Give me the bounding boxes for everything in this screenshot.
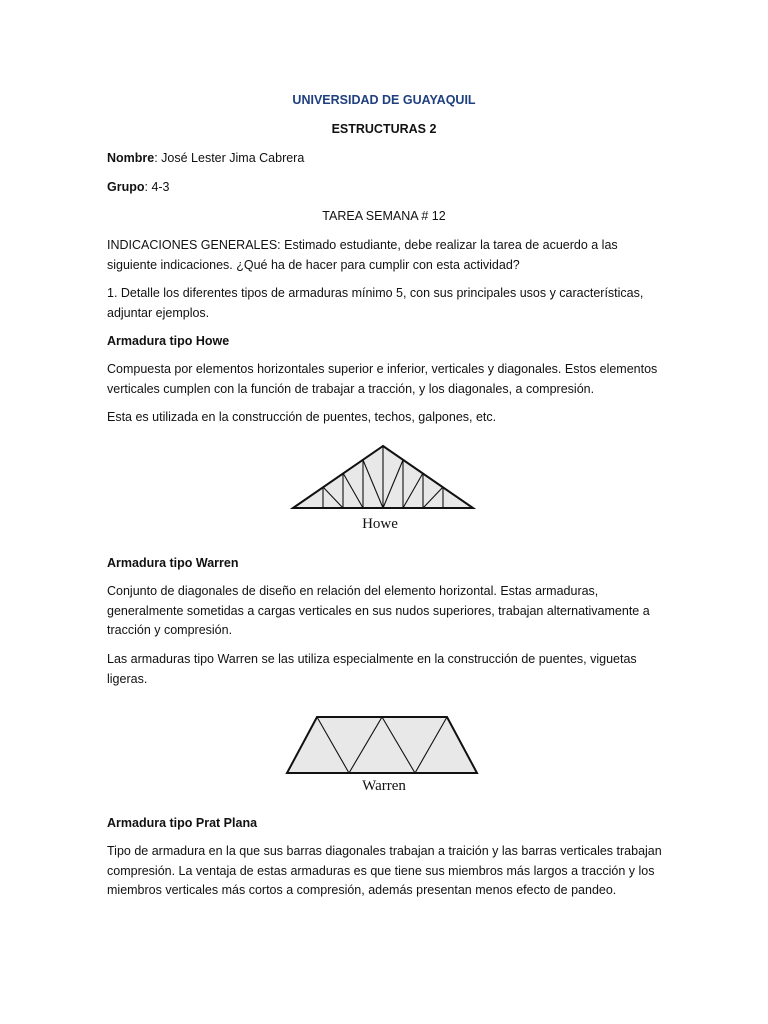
prat-paragraph-1: Tipo de armadura en la que sus barras diagonales trabajan a traición y las barras verticales trabajan compresión. La ventaja de estas armaduras es que tiene sus miembros más largos a tracción y los miembros verticales más cortos a compresión, además presentan menos efecto de pandeo. (107, 844, 662, 897)
howe-figure-label: Howe (362, 516, 398, 532)
howe-paragraph-2: Esta es utilizada en la construcción de puentes, techos, galpones, etc. (107, 410, 497, 424)
general-instructions: INDICACIONES GENERALES: Estimado estudiante, debe realizar la tarea de acuerdo a las siguiente indicaciones. ¿Qué ha de hacer para cumplir con esta actividad? (107, 238, 618, 272)
howe-truss-figure (288, 440, 478, 540)
task-title: TAREA SEMANA # 12 (322, 209, 446, 223)
question-text: 1. Detalle los diferentes tipos de armaduras mínimo 5, con sus principales usos y características, adjuntar ejemplos. (107, 286, 644, 320)
name-value: : José Lester Jima Cabrera (154, 151, 305, 165)
name-label: Nombre (107, 151, 155, 165)
group-line (107, 178, 170, 198)
warren-truss-drawing (282, 705, 482, 800)
group-label: Grupo (107, 180, 145, 194)
section-title-howe: Armadura tipo Howe (107, 334, 230, 348)
name-line (107, 149, 304, 169)
section-title-warren: Armadura tipo Warren (107, 556, 239, 570)
howe-paragraph-1: Compuesta por elementos horizontales superior e inferior, verticales y diagonales. Estos elementos verticales cumplen con la función de trabajar a tracción, y los diagonales, a compresión. (107, 362, 658, 396)
warren-paragraph-1: Conjunto de diagonales de diseño en relación del elemento horizontal. Estas armaduras, generalmente sometidas a cargas verticales en sus nudos superiores, trabajan alternativamente a tracción y compresión. (107, 584, 650, 637)
warren-paragraph-2: Las armaduras tipo Warren se las utiliza especialmente en la construcción de puentes, viguetas ligeras. (107, 652, 637, 686)
warren-figure-label: Warren (362, 778, 406, 794)
warren-truss-figure (282, 705, 482, 805)
howe-truss-drawing (288, 440, 478, 535)
section-title-prat: Armadura tipo Prat Plana (107, 816, 258, 830)
university-title: UNIVERSIDAD DE GUAYAQUIL (292, 93, 476, 107)
course-title: ESTRUCTURAS 2 (331, 122, 437, 136)
group-value: : 4-3 (144, 180, 170, 194)
